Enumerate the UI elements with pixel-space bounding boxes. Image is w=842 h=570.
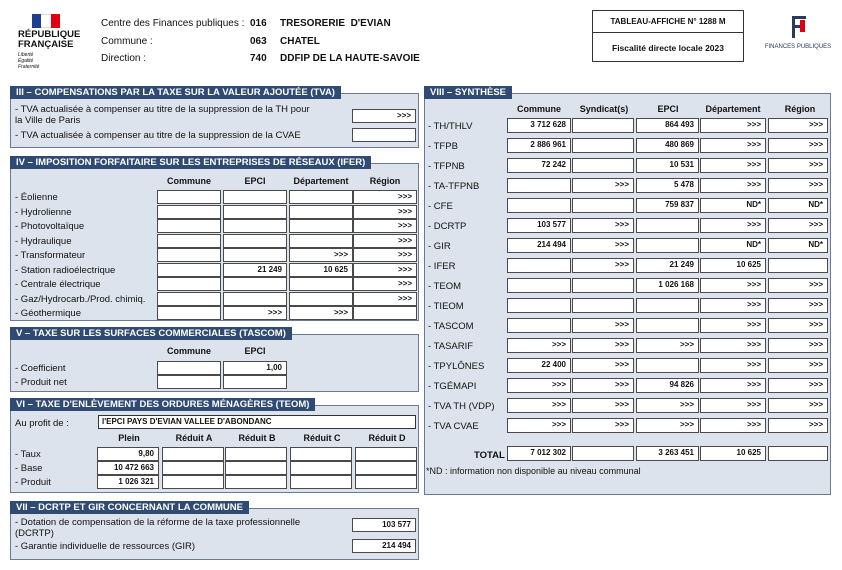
synthese-cell: 2 886 961	[507, 138, 571, 153]
republique-logo	[18, 14, 81, 70]
synthese-cell: >>>	[768, 298, 828, 313]
ifer-cell	[353, 306, 417, 320]
ifer-cell	[223, 205, 287, 219]
teom-col-header: Réduit C	[303, 433, 341, 443]
tascom-col-header: EPCI	[244, 346, 266, 356]
synthese-cell: ND*	[700, 198, 766, 213]
teom-cell: 9,80	[97, 447, 159, 461]
header-commune-label: Commune :	[101, 36, 153, 47]
tascom-col-header: Commune	[166, 346, 211, 356]
teom-row-label: - Produit	[15, 477, 51, 488]
motto-line: Égalité	[18, 58, 34, 64]
ifer-row-label: - Éolienne	[15, 192, 58, 203]
synthese-cell	[507, 278, 571, 293]
synthese-cell: 480 869	[636, 138, 699, 153]
ifer-row-label: - Station radioélectrique	[15, 264, 116, 276]
synthese-col-header: Région	[784, 104, 816, 114]
section-tascom-title: V – TAXE SUR LES SURFACES COMMERCIALES (TASCOM)	[10, 327, 292, 340]
header-commune-value: CHATEL	[280, 36, 320, 47]
synthese-row-label: - DCRTP	[428, 221, 467, 232]
teom-col-header: Plein	[118, 433, 140, 443]
header-centre-label: Centre des Finances publiques :	[101, 18, 245, 29]
motto-line: Fraternité	[18, 64, 40, 70]
synthese-cell: >>>	[768, 118, 828, 133]
synthese-row-label: - TEOM	[428, 281, 462, 292]
teom-profit-label: Au profit de :	[15, 418, 69, 429]
synthese-row-label: - CFE	[428, 201, 453, 212]
ifer-row-label: - Hydrolienne	[15, 206, 72, 218]
ifer-cell	[289, 277, 353, 291]
synthese-cell	[768, 258, 828, 273]
synthese-cell	[572, 118, 634, 133]
teom-cell	[355, 461, 417, 475]
synthese-row-label: - TIEOM	[428, 301, 464, 312]
synthese-row-label: - TA-TFPNB	[428, 181, 480, 192]
synthese-cell: 759 837	[636, 198, 699, 213]
synthese-row-label: - TVA TH (VDP)	[428, 401, 495, 412]
synthese-cell: >>>	[700, 318, 766, 333]
tascom-cell	[223, 375, 287, 389]
ifer-cell	[289, 190, 353, 204]
synthese-cell: >>>	[700, 178, 766, 193]
synthese-cell: >>>	[768, 158, 828, 173]
ifer-row-label: - Transformateur	[15, 250, 86, 261]
synthese-cell	[636, 358, 699, 373]
synthese-cell: >>>	[572, 418, 634, 433]
header-centre-code: 016	[250, 18, 267, 29]
synthese-cell: >>>	[572, 378, 634, 393]
synthese-total-cell: 3 263 451	[636, 446, 699, 461]
ifer-cell	[157, 219, 221, 233]
synthese-cell: >>>	[636, 418, 699, 433]
synthese-cell: >>>	[768, 358, 828, 373]
ifer-col-header: Région	[369, 176, 401, 186]
synthese-cell: >>>	[768, 138, 828, 153]
section-ifer-title: IV – IMPOSITION FORFAITAIRE SUR LES ENTREPRISES DE RÉSEAUX (IFER)	[10, 156, 371, 169]
synthese-cell	[636, 318, 699, 333]
marianne-flag-icon	[32, 14, 60, 28]
tascom-row-label: - Coefficient	[15, 363, 66, 374]
ifer-cell	[223, 292, 287, 306]
ifer-cell	[289, 292, 353, 306]
synthese-cell: >>>	[700, 398, 766, 413]
synthese-col-header: Commune	[516, 104, 561, 114]
ifer-cell	[157, 292, 221, 306]
teom-cell	[225, 475, 287, 489]
synthese-col-header: EPCI	[657, 104, 679, 114]
ifer-cell	[223, 248, 287, 262]
synthese-cell: >>>	[768, 338, 828, 353]
gir-value: 214 494	[352, 539, 416, 553]
ifer-cell: >>>	[353, 292, 417, 306]
ifer-cell: >>>	[353, 190, 417, 204]
synthese-cell: >>>	[636, 398, 699, 413]
synthese-cell: 864 493	[636, 118, 699, 133]
synthese-cell: >>>	[507, 418, 571, 433]
teom-col-header: Réduit D	[368, 433, 406, 443]
section-synthese-title: VIII – SYNTHÈSE	[424, 86, 512, 99]
ifer-cell	[157, 248, 221, 262]
synthese-cell: >>>	[507, 378, 571, 393]
ifer-row-label: - Géothermique	[15, 308, 82, 319]
dcrtp-value: 103 577	[352, 518, 416, 532]
synthese-cell: 1 026 168	[636, 278, 699, 293]
teom-cell	[290, 475, 352, 489]
synthese-cell: >>>	[700, 418, 766, 433]
synthese-cell: >>>	[700, 278, 766, 293]
section-dcrtp-title: VII – DCRTP ET GIR CONCERNANT LA COMMUNE	[10, 501, 249, 514]
synthese-cell	[507, 298, 571, 313]
synthese-cell: >>>	[768, 398, 828, 413]
header-direction-code: 740	[250, 53, 267, 64]
section-tva-title: III – COMPENSATIONS PAR LA TAXE SUR LA VALEUR AJOUTÉE (TVA)	[10, 86, 341, 99]
fp-logo-text: FINANCES PUBLIQUES	[764, 44, 832, 50]
ifer-cell: 10 625	[289, 263, 353, 277]
synthese-note: *ND : information non disponible au niveau communal	[426, 466, 641, 476]
ifer-cell: >>>	[223, 306, 287, 320]
synthese-cell: >>>	[572, 318, 634, 333]
synthese-cell: >>>	[768, 318, 828, 333]
synthese-cell: >>>	[700, 378, 766, 393]
ifer-cell: >>>	[289, 248, 353, 262]
ifer-cell	[157, 263, 221, 277]
synthese-cell: >>>	[768, 418, 828, 433]
synthese-row-label: - TPYLÔNES	[428, 361, 485, 372]
synthese-cell: >>>	[768, 378, 828, 393]
ifer-row-label: - Centrale électrique	[15, 279, 101, 290]
synthese-cell	[636, 238, 699, 253]
tableau-label: TABLEAU-AFFICHE N° 1288 M	[610, 17, 726, 26]
teom-cell	[225, 447, 287, 461]
ifer-cell: >>>	[353, 277, 417, 291]
ifer-col-header: EPCI	[244, 176, 266, 186]
ifer-cell	[289, 234, 353, 248]
synthese-cell	[572, 198, 634, 213]
ifer-cell: >>>	[353, 248, 417, 262]
fp-emblem-icon	[788, 14, 808, 40]
synthese-cell: 10 625	[700, 258, 766, 273]
tva-row-label: - TVA actualisée à compenser au titre de la suppression de la TH pour la Ville de Paris	[15, 104, 310, 126]
synthese-row-label: - GIR	[428, 241, 451, 252]
synthese-col-header: Département	[705, 104, 761, 114]
synthese-total-label: TOTAL	[474, 450, 505, 461]
ifer-cell: >>>	[353, 234, 417, 248]
synthese-cell	[507, 178, 571, 193]
tableau-box	[592, 10, 744, 62]
teom-col-header: Réduit A	[175, 433, 213, 443]
teom-row-label: - Taux	[15, 449, 41, 460]
tva-th-paris-value: >>>	[352, 109, 416, 123]
motto-line: Liberté	[18, 52, 34, 58]
ifer-cell: 21 249	[223, 263, 287, 277]
ifer-row-label: - Photovoltaïque	[15, 221, 85, 232]
ifer-cell	[157, 277, 221, 291]
tascom-row-label: - Produit net	[15, 377, 67, 388]
synthese-cell: 103 577	[507, 218, 571, 233]
ifer-cell	[289, 219, 353, 233]
ifer-col-header: Commune	[166, 176, 211, 186]
ifer-cell	[157, 205, 221, 219]
header-direction-value: DDFIP DE LA HAUTE-SAVOIE	[280, 53, 420, 64]
synthese-cell: 21 249	[636, 258, 699, 273]
synthese-cell: >>>	[572, 398, 634, 413]
teom-cell	[162, 475, 224, 489]
ifer-row-label: - Gaz/Hydrocarb./Prod. chimiq.	[15, 293, 146, 305]
republique-line: FRANÇAISE	[18, 39, 74, 50]
synthese-row-label: - TASARIF	[428, 341, 474, 352]
synthese-cell: >>>	[507, 398, 571, 413]
teom-cell	[225, 461, 287, 475]
ifer-cell	[157, 306, 221, 320]
synthese-cell	[507, 258, 571, 273]
header-direction-label: Direction :	[101, 53, 147, 64]
ifer-cell	[223, 234, 287, 248]
synthese-total-cell: 10 625	[700, 446, 766, 461]
synthese-cell: ND*	[768, 198, 828, 213]
synthese-cell: >>>	[636, 338, 699, 353]
synthese-row-label: - TFPNB	[428, 161, 465, 172]
ifer-cell	[157, 190, 221, 204]
tascom-cell: 1,00	[223, 361, 287, 375]
teom-col-header: Réduit B	[238, 433, 276, 443]
synthese-cell	[507, 198, 571, 213]
synthese-cell: >>>	[768, 278, 828, 293]
teom-cell: 1 026 321	[97, 475, 159, 489]
ifer-cell: >>>	[289, 306, 353, 320]
synthese-cell: >>>	[700, 218, 766, 233]
header-centre-value: TRESORERIE D'EVIAN	[280, 18, 391, 29]
synthese-cell: >>>	[768, 218, 828, 233]
section-synthese	[424, 93, 831, 495]
ifer-cell: >>>	[353, 219, 417, 233]
ifer-row-label: - Hydraulique	[15, 235, 72, 247]
dcrtp-row-label: - Dotation de compensation de la réforme de la taxe professionnelle (DCRTP)	[15, 517, 301, 539]
synthese-cell: >>>	[572, 178, 634, 193]
synthese-cell	[636, 298, 699, 313]
synthese-cell	[572, 158, 634, 173]
header-commune-code: 063	[250, 36, 267, 47]
ifer-cell: >>>	[353, 263, 417, 277]
teom-profit-value: l'EPCI PAYS D'EVIAN VALLEE D'ABONDANC	[98, 415, 416, 429]
synthese-cell: >>>	[572, 338, 634, 353]
synthese-cell: >>>	[572, 238, 634, 253]
republique-line: RÉPUBLIQUE	[18, 29, 81, 40]
teom-cell	[162, 447, 224, 461]
synthese-cell: >>>	[572, 258, 634, 273]
teom-cell	[162, 461, 224, 475]
synthese-row-label: - TGÉMAPI	[428, 381, 477, 392]
synthese-cell: >>>	[768, 178, 828, 193]
synthese-cell: 72 242	[507, 158, 571, 173]
synthese-cell: >>>	[700, 138, 766, 153]
synthese-cell: >>>	[700, 338, 766, 353]
synthese-cell	[572, 278, 634, 293]
teom-cell	[290, 447, 352, 461]
synthese-cell: 10 531	[636, 158, 699, 173]
ifer-cell	[157, 234, 221, 248]
synthese-cell: >>>	[572, 358, 634, 373]
synthese-col-header: Syndicat(s)	[579, 104, 629, 114]
synthese-total-cell	[572, 446, 634, 461]
tascom-cell	[157, 361, 221, 375]
ifer-col-header: Département	[293, 176, 349, 186]
teom-cell: 10 472 663	[97, 461, 159, 475]
synthese-cell	[572, 138, 634, 153]
synthese-row-label: - TFPB	[428, 141, 458, 152]
synthese-row-label: - TH/THLV	[428, 121, 473, 132]
ifer-cell	[289, 205, 353, 219]
teom-cell	[290, 461, 352, 475]
synthese-cell: >>>	[700, 158, 766, 173]
synthese-cell: >>>	[507, 338, 571, 353]
ifer-cell	[223, 219, 287, 233]
synthese-cell: ND*	[700, 238, 766, 253]
synthese-total-cell: 7 012 302	[507, 446, 571, 461]
ifer-cell	[223, 277, 287, 291]
synthese-cell	[636, 218, 699, 233]
synthese-cell: >>>	[700, 298, 766, 313]
tva-cvae-value	[352, 128, 416, 142]
synthese-cell: 94 826	[636, 378, 699, 393]
finances-publiques-logo	[762, 14, 834, 58]
synthese-total-cell	[768, 446, 828, 461]
synthese-cell	[572, 298, 634, 313]
synthese-cell: 22 400	[507, 358, 571, 373]
synthese-cell: ND*	[768, 238, 828, 253]
synthese-row-label: - TASCOM	[428, 321, 474, 332]
tva-row-label: - TVA actualisée à compenser au titre de la suppression de la CVAE	[15, 130, 301, 141]
synthese-cell: 5 478	[636, 178, 699, 193]
synthese-row-label: - TVA CVAE	[428, 421, 479, 432]
section-teom-title: VI – TAXE D'ENLÈVEMENT DES ORDURES MÉNAGÈRES (TEOM)	[10, 398, 315, 411]
synthese-cell: 3 712 628	[507, 118, 571, 133]
teom-cell	[355, 447, 417, 461]
synthese-row-label: - IFER	[428, 261, 456, 272]
synthese-cell: >>>	[700, 118, 766, 133]
synthese-cell: >>>	[700, 358, 766, 373]
ifer-cell: >>>	[353, 205, 417, 219]
synthese-cell	[507, 318, 571, 333]
teom-row-label: - Base	[15, 463, 43, 474]
fiscalite-label: Fiscalité directe locale 2023	[612, 43, 724, 53]
teom-cell	[355, 475, 417, 489]
gir-row-label: - Garantie individuelle de ressources (GIR)	[15, 541, 196, 552]
ifer-cell	[223, 190, 287, 204]
synthese-cell: 214 494	[507, 238, 571, 253]
tascom-cell	[157, 375, 221, 389]
synthese-cell: >>>	[572, 218, 634, 233]
